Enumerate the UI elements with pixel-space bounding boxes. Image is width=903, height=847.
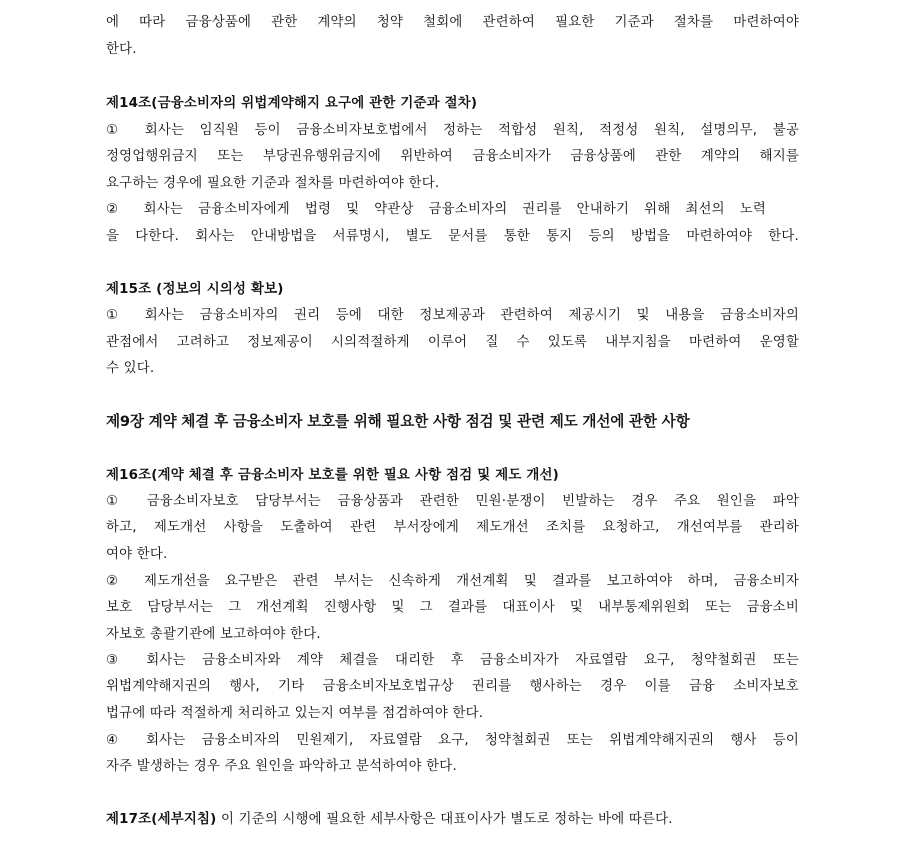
paragraph-line: 법규에 따라 적절하게 처리하고 있는지 여부를 점검하여야 한다. — [106, 706, 484, 721]
paragraph-line: ② 제도개선을 요구받은 관련 부서는 신속하게 개선계획 및 결과를 보고하여야 하며, 금융소비자 — [106, 574, 799, 589]
paragraph-line: 관점에서 고려하고 정보제공이 시의적절하게 이루어 질 수 있도록 내부지침을 마련하여 운영할 — [106, 335, 799, 350]
paragraph-line: 자보호 총괄기관에 보고하여야 한다. — [106, 627, 321, 642]
paragraph-line: ① 회사는 금융소비자의 권리 등에 대한 정보제공과 관련하여 제공시기 및 내용을 금융소비자의 — [106, 308, 799, 323]
paragraph-line: 정영업행위금지 또는 부당권유행위금지에 위반하여 금융소비자가 금융상품에 관한 계약의 해지를 — [106, 149, 799, 164]
paragraph-line: 을 다한다. 회사는 안내방법을 서류명시, 별도 문서를 통한 통지 등의 방법을 마련하여야 한다. — [106, 229, 799, 244]
paragraph-line: ④ 회사는 금융소비자의 민원제기, 자료열람 요구, 청약철회권 또는 위법계약해지권의 행사 등이 — [106, 733, 799, 748]
article-16-title: 제16조(계약 체결 후 금융소비자 보호를 위한 필요 사항 점검 및 제도 개선) — [106, 468, 559, 483]
article-17-line — [106, 810, 799, 830]
chapter-9-heading: 제9장 계약 체결 후 금융소비자 보호를 위해 필요한 사항 점검 및 관련 제도 개선에 관한 사항 — [106, 413, 690, 430]
paragraph-line: 보호 담당부서는 그 개선계획 진행사항 및 그 결과를 대표이사 및 내부통제위원회 또는 금융소비 — [106, 600, 799, 615]
paragraph-line: 하고, 제도개선 사항을 도출하여 관련 부서장에게 제도개선 조치를 요청하고, 개선여부를 관리하 — [106, 520, 799, 535]
article-14-title: 제14조(금융소비자의 위법계약해지 요구에 관한 기준과 절차) — [106, 96, 478, 111]
paragraph-line: ① 회사는 임직원 등이 금융소비자보호법에서 정하는 적합성 원칙, 적정성 원칙, 설명의무, 불공 — [106, 123, 799, 138]
paragraph-line: ③ 회사는 금융소비자와 계약 체결을 대리한 후 금융소비자가 자료열람 요구, 청약철회권 또는 — [106, 653, 799, 668]
article-15-title: 제15조 (정보의 시의성 확보) — [106, 282, 284, 297]
article-17-text: 이 기준의 시행에 필요한 세부사항은 대표이사가 별도로 정하는 바에 따른다. — [216, 812, 673, 827]
paragraph-line: 여야 한다. — [106, 547, 168, 562]
paragraph-line: 자주 발생하는 경우 주요 원인을 파악하고 분석하여야 한다. — [106, 759, 457, 774]
paragraph-line: 에 따라 금융상품에 관한 계약의 청약 철회에 관련하여 필요한 기준과 절차를 마련하여야 — [106, 15, 800, 30]
paragraph-line: 수 있다. — [106, 361, 155, 376]
paragraph-line: 위법계약해지권의 행사, 기타 금융소비자보호법규상 권리를 행사하는 경우 이를 금융 소비자보호 — [106, 679, 799, 694]
paragraph-line: ② 회사는 금융소비자에게 법령 및 약관상 금융소비자의 권리를 안내하기 위해 최선의 노력 — [106, 202, 766, 217]
paragraph-line: ① 금융소비자보호 담당부서는 금융상품과 관련한 민원·분쟁이 빈발하는 경우 주요 원인을 파악 — [106, 494, 799, 509]
paragraph-line: 요구하는 경우에 필요한 기준과 절차를 마련하여야 한다. — [106, 176, 440, 191]
article-17-title: 제17조(세부지침) — [106, 812, 217, 827]
paragraph-line: 한다. — [106, 42, 137, 57]
